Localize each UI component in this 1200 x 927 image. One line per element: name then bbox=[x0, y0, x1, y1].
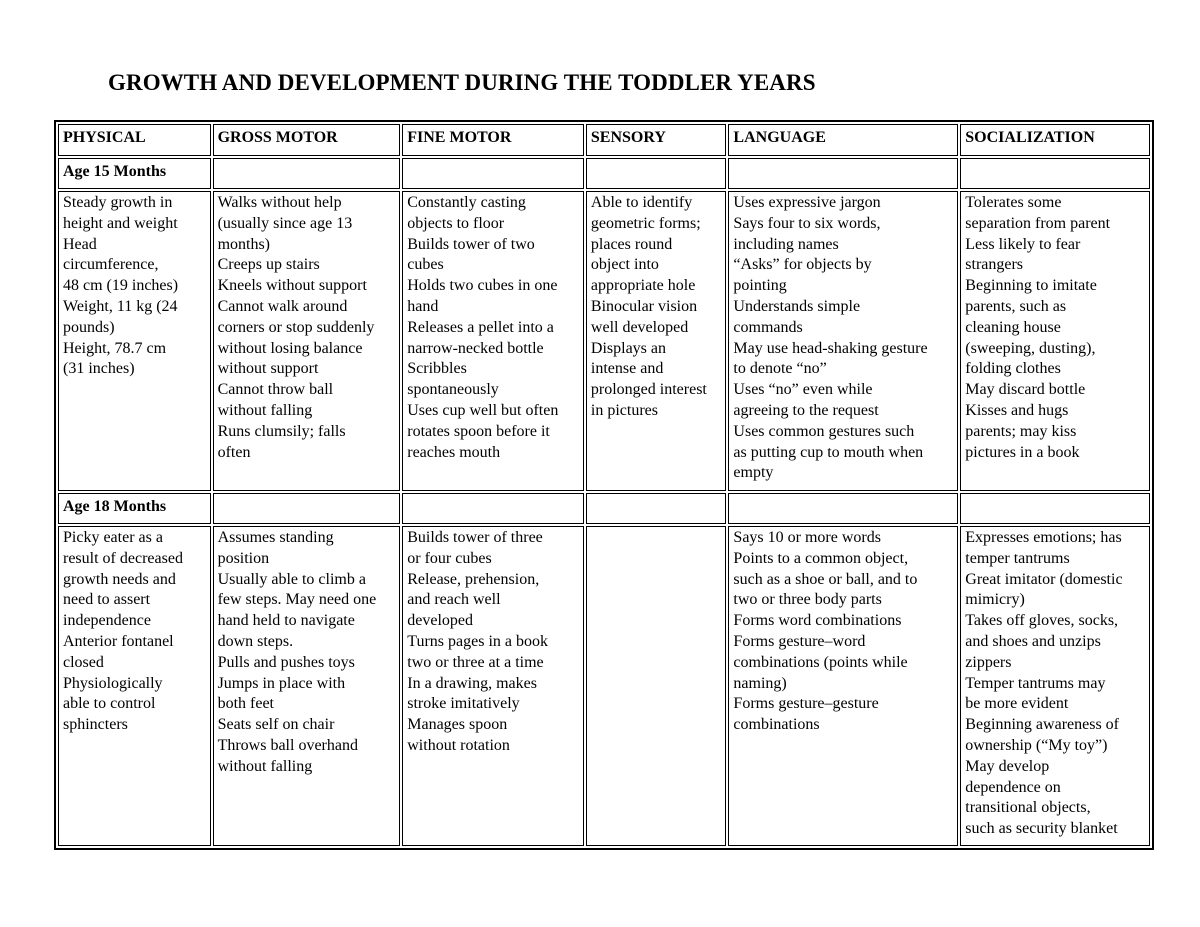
empty-cell bbox=[728, 158, 958, 189]
empty-cell bbox=[586, 158, 727, 189]
header-fine-motor: FINE MOTOR bbox=[402, 124, 584, 156]
empty-cell bbox=[402, 493, 584, 524]
cell-sensory: Able to identify geometric forms; places round object into appropriate hole Binocular vision well developed Displays an intense and prolonged interest in pictures bbox=[586, 191, 727, 491]
empty-cell bbox=[728, 493, 958, 524]
header-sensory: SENSORY bbox=[586, 124, 727, 156]
age-row-18-months bbox=[58, 493, 1150, 524]
header-socialization: SOCIALIZATION bbox=[960, 124, 1150, 156]
cell-physical: Steady growth in height and weight Head circumference, 48 cm (19 inches) Weight, 11 kg (24 pounds) Height, 78.7 cm (31 inches) bbox=[58, 191, 211, 491]
page-title: GROWTH AND DEVELOPMENT DURING THE TODDLER YEARS bbox=[108, 70, 816, 95]
empty-cell bbox=[213, 493, 401, 524]
cell-gross-motor: Walks without help (usually since age 13 months) Creeps up stairs Kneels without support Cannot walk around corners or stop suddenly without losing balance without support Cannot throw ball without falling Runs clumsily; falls often bbox=[213, 191, 401, 491]
header-physical: PHYSICAL bbox=[58, 124, 211, 156]
empty-cell bbox=[402, 158, 584, 189]
cell-physical: Picky eater as a result of decreased growth needs and need to assert independence Anterior fontanel closed Physiologically able to control sphincters bbox=[58, 526, 211, 846]
cell-socialization: Tolerates some separation from parent Less likely to fear strangers Beginning to imitate parents, such as cleaning house (sweeping, dusting), folding clothes May discard bottle Kisses and hugs parents; may kiss pictures in a book bbox=[960, 191, 1150, 491]
header-row bbox=[58, 124, 1150, 156]
empty-cell bbox=[213, 158, 401, 189]
cell-fine-motor: Constantly casting objects to floor Builds tower of two cubes Holds two cubes in one hand Releases a pellet into a narrow-necked bottle Scribbles spontaneously Uses cup well but often rotates spoon before it reaches mouth bbox=[402, 191, 584, 491]
age-label: Age 15 Months bbox=[58, 158, 211, 189]
cell-socialization: Expresses emotions; has temper tantrums Great imitator (domestic mimicry) Takes off gloves, socks, and shoes and unzips zippers Temper tantrums may be more evident Beginning awareness of ownership (“My toy”) May develop dependence on transitional objects, such as security blanket bbox=[960, 526, 1150, 846]
cell-language: Says 10 or more words Points to a common object, such as a shoe or ball, and to two or three body parts Forms word combinations Forms gesture–word combinations (points while naming) Forms gesture–gesture combinations bbox=[728, 526, 958, 846]
empty-cell bbox=[586, 493, 727, 524]
cell-gross-motor: Assumes standing position Usually able to climb a few steps. May need one hand held to navigate down steps. Pulls and pushes toys Jumps in place with both feet Seats self on chair Throws ball overhand without falling bbox=[213, 526, 401, 846]
development-table bbox=[54, 120, 1154, 850]
cell-sensory bbox=[586, 526, 727, 846]
empty-cell bbox=[960, 493, 1150, 524]
content-row-18-months bbox=[58, 526, 1150, 846]
cell-fine-motor: Builds tower of three or four cubes Release, prehension, and reach well developed Turns pages in a book two or three at a time In a drawing, makes stroke imitatively Manages spoon without rotation bbox=[402, 526, 584, 846]
empty-cell bbox=[960, 158, 1150, 189]
content-row-15-months bbox=[58, 191, 1150, 491]
cell-language: Uses expressive jargon Says four to six words, including names “Asks” for objects by pointing Understands simple commands May use head-shaking gesture to denote “no” Uses “no” even while agreeing to the request Uses common gestures such as putting cup to mouth when empty bbox=[728, 191, 958, 491]
header-language: LANGUAGE bbox=[728, 124, 958, 156]
header-gross-motor: GROSS MOTOR bbox=[213, 124, 401, 156]
age-row-15-months bbox=[58, 158, 1150, 189]
age-label: Age 18 Months bbox=[58, 493, 211, 524]
